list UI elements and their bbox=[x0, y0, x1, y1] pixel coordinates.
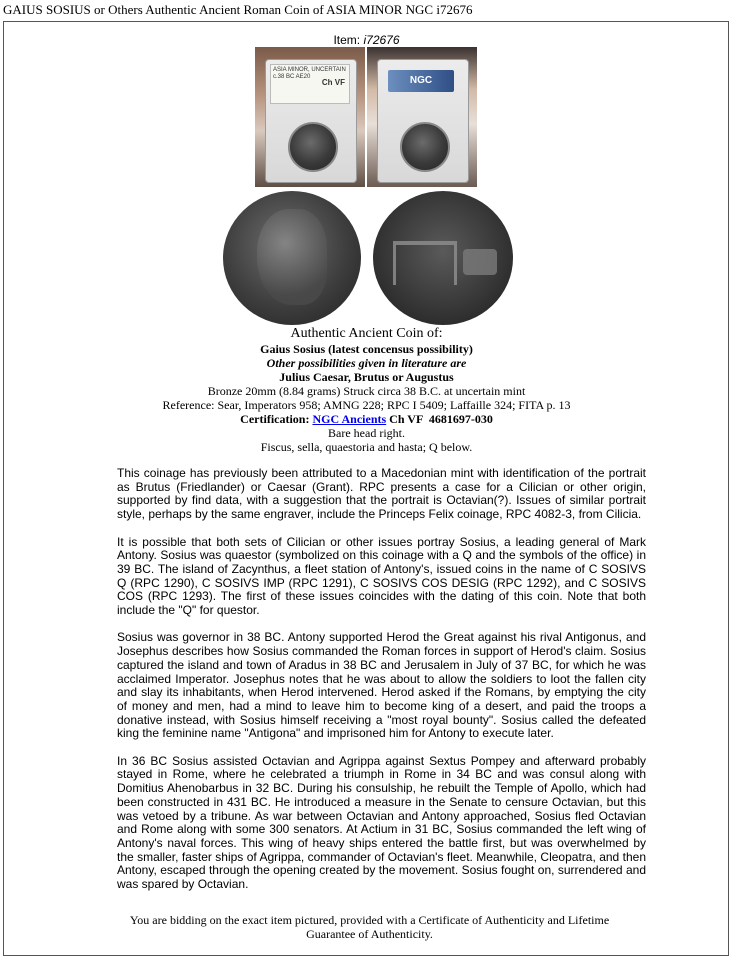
slab-coin-reverse bbox=[400, 122, 450, 172]
page-title: GAIUS SOSIUS or Others Authentic Ancient Roman Coin of ASIA MINOR NGC i72676 bbox=[3, 2, 473, 17]
other-possibilities: Other possibilities given in literature are bbox=[266, 356, 467, 370]
fiscus bbox=[463, 249, 497, 275]
portrait-head bbox=[257, 209, 327, 305]
paragraph-sosius-quaestor: It is possible that both sets of Cilician or other issues portray Sosius, a leading general of Mark Antony. Sosius was quaestor (symbolized on this coinage with a Q and the symbols of the office) in 39 BC. The island of Zacynthus, a fleet station of Antony's, issued coins in the name of C SOSIVS Q (RPC 1290), C SOSIVS IMP (RPC 1291), C SOSIVS COS DESIG (RPC 1292), and C SOSIVS COS (RPC 1293). The first of these issues coincides with the dating of this coin. Note that both include the "Q" for questor. bbox=[117, 534, 646, 618]
reference-line: Reference: Sear, Imperators 958; AMNG 228; RPC I 5409; Laffaille 324; FITA p. 13 bbox=[162, 398, 571, 412]
paragraph-attribution: This coinage has previously been attributed to a Macedonian mint with identification of the portrait as Brutus (Friedlander) or Caesar (Grant). RPC presents a case for a Cilician or other origin, supported by find data, with a suggestion that the portrait is Octavian(?). Issues of similar portrait style, perhaps by the same engraver, include the Princeps Felix coinage, RPC 4082-3, from Cilicia. bbox=[117, 466, 646, 522]
certification-line bbox=[0, 412, 733, 426]
obverse-description: Bare head right. bbox=[328, 426, 405, 440]
metal-weight-line: Bronze 20mm (8.84 grams) Struck circa 38 B.C. at uncertain mint bbox=[207, 384, 526, 398]
slab-grade: Ch VF bbox=[321, 78, 345, 87]
description-heading: Authentic Ancient Coin of: bbox=[290, 326, 443, 341]
ngc-logo: NGC bbox=[388, 70, 454, 92]
slab-case-back bbox=[377, 59, 469, 183]
authenticity-footer: You are bidding on the exact item pictured, provided with a Certificate of Authenticity and Lifetime Guarantee of Authenticity. bbox=[129, 913, 610, 941]
ngc-ancients-link[interactable]: NGC Ancients bbox=[312, 412, 387, 426]
paragraph-sosius-governor: Sosius was governor in 38 BC. Antony supported Herod the Great against his rival Antigonus, and Josephus describes how Sosius commanded the Roman forces in support of Herod's claim. Sosius captured the island and town of Aradus in 38 BC and Jerusalem in July of 37 BC, for which he was acclaimed Imperator. Josephus notes that he was about to allow the soldiers to loot the fallen city and slay its inhabitants, when Herod intervened. Herod asked if the Romans, by emptying the city of money and men, had a mind to leave him to become king of a desert, and paid the troops a donative instead, with Sosius himself receiving a "most royal bounty". Sosius called the defeated king the feminine name "Antigona" and imprisoned him for Antony to execute later. bbox=[117, 630, 646, 741]
slab-label-line2: c.38 BC AE20 bbox=[273, 74, 311, 80]
reverse-description: Fiscus, sella, quaestoria and hasta; Q below. bbox=[260, 440, 473, 454]
slab-front-photo bbox=[255, 47, 365, 187]
slab-back-photo bbox=[367, 47, 477, 187]
slab-label bbox=[270, 64, 350, 104]
certification-value: Ch VF 4681697-030 bbox=[386, 412, 493, 426]
item-id: i72676 bbox=[363, 33, 400, 47]
paragraph-sosius-actium: In 36 BC Sosius assisted Octavian and Agrippa against Sextus Pompey and afterward probably stayed in Rome, where he celebrated a triumph in Rome in 34 BC and was consul along with Domitius Ahenobarbus in 32 BC. During his consulship, he rebuilt the Temple of Apollo, which had been constructed in 431 BC. He introduced a measure in the Senate to censure Octavian, but this was vetoed by a tribune. As war between Octavian and Antony approached, Sosius fled Octavian and Rome along with some 300 senators. At Actium in 31 BC, Sosius commanded the left wing of Antony's naval forces. This wing of heavy ships entered the battle first, but was overwhelmed by the smaller, faster ships of Agrippa, commander of Octavian's fleet. Meanwhile, Cleopatra, and then Antony, escaped through the opening created by the movement. Sosius fought on, surrendered and was spared by Octavian. bbox=[117, 753, 646, 892]
certification-label: Certification: bbox=[240, 412, 313, 426]
ruler-name: Gaius Sosius (latest concensus possibility) bbox=[260, 342, 473, 356]
description-block bbox=[0, 325, 733, 454]
slab-case-front bbox=[265, 59, 357, 183]
history-text bbox=[117, 467, 646, 905]
coin-reverse-photo bbox=[373, 191, 513, 325]
item-label: Item: bbox=[333, 33, 364, 47]
slab-coin-obverse bbox=[288, 122, 338, 172]
coin-obverse-photo bbox=[223, 191, 361, 325]
item-number bbox=[0, 33, 733, 47]
sella-quaestoria bbox=[393, 241, 457, 285]
alternative-rulers: Julius Caesar, Brutus or Augustus bbox=[279, 370, 454, 384]
slab-label-line1: ASIA MINOR, UNCERTAIN bbox=[273, 67, 346, 73]
